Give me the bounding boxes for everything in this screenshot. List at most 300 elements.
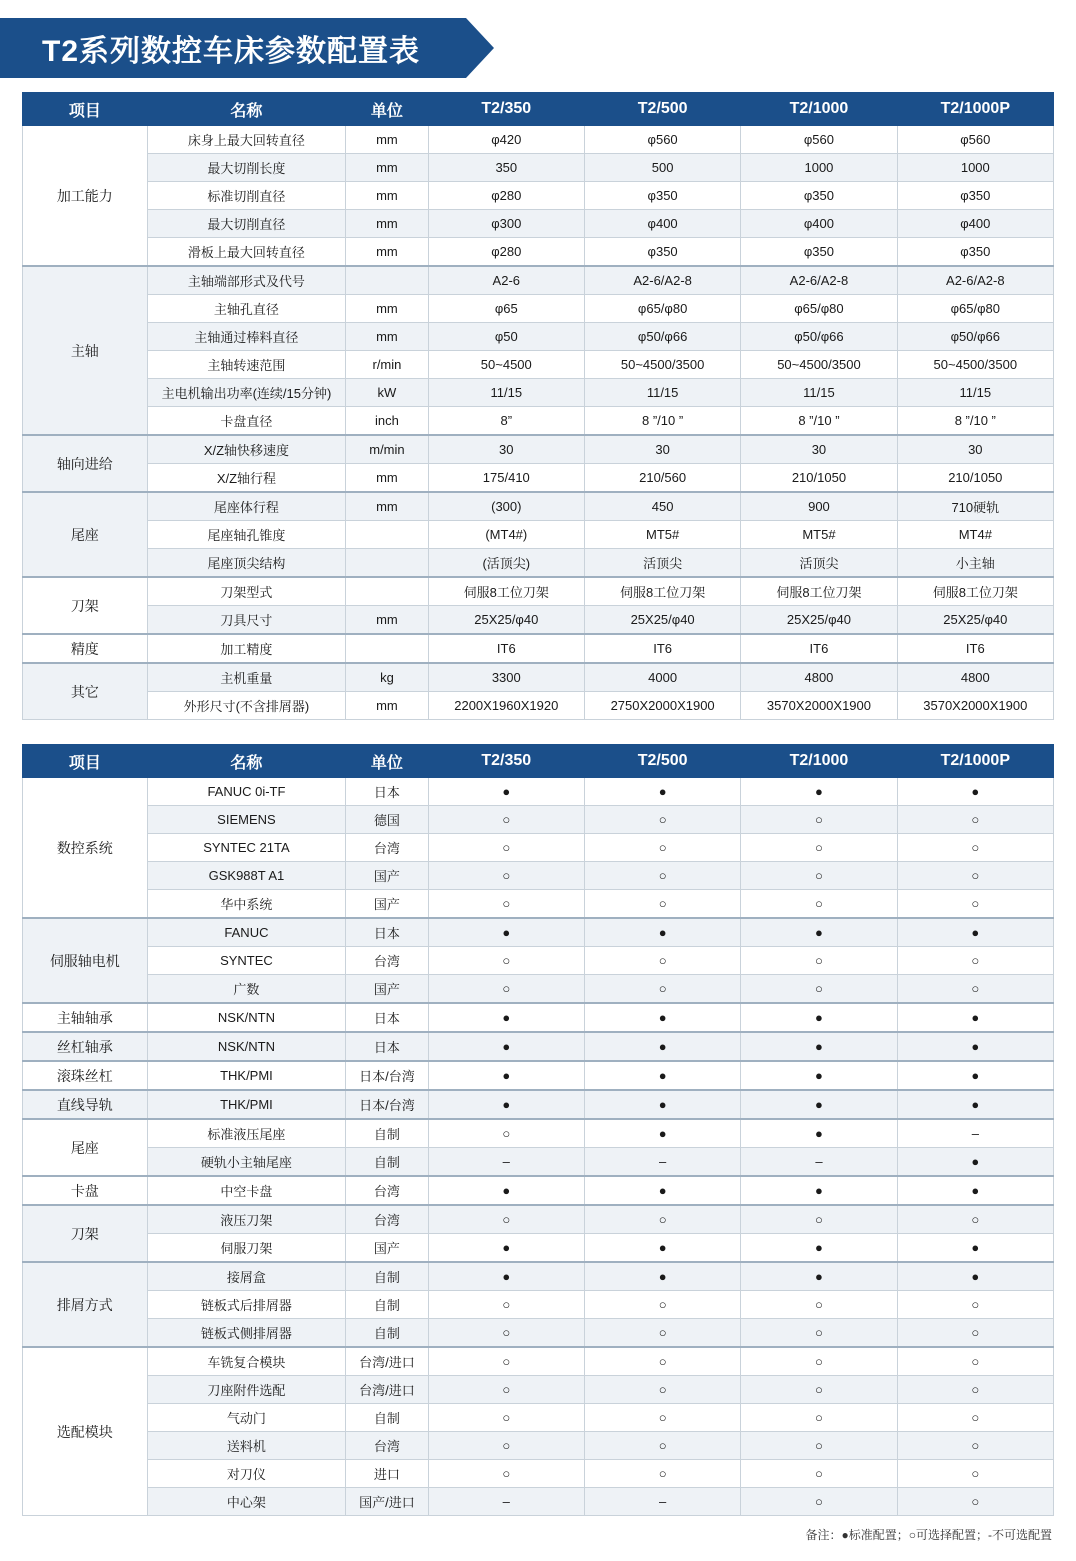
row-name: 刀架型式: [147, 577, 346, 606]
group-label: 轴向进给: [23, 435, 148, 492]
cell-model-3: 210/1050: [897, 464, 1053, 493]
cell-model-2: –: [741, 1148, 897, 1177]
row-name: 主轴孔直径: [147, 295, 346, 323]
table-row: [23, 1003, 1054, 1032]
cell-model-0: 350: [428, 154, 584, 182]
cell-model-0: ●: [428, 1262, 584, 1291]
cell-model-0: ○: [428, 947, 584, 975]
table-row: [23, 1488, 1054, 1516]
row-name: 主机重量: [147, 663, 346, 692]
row-unit: [346, 577, 428, 606]
table-row: [23, 154, 1054, 182]
cell-model-3: φ65/φ80: [897, 295, 1053, 323]
cell-model-3: 25X25/φ40: [897, 606, 1053, 635]
column-header-2: 单位: [346, 93, 428, 126]
cell-model-1: ●: [584, 1061, 740, 1090]
cell-model-2: MT5#: [741, 521, 897, 549]
cell-model-1: 4000: [584, 663, 740, 692]
row-unit: 自制: [346, 1291, 428, 1319]
row-name: 主电机输出功率(连续/15分钟): [147, 379, 346, 407]
group-label: 主轴: [23, 266, 148, 435]
table-row: [23, 692, 1054, 720]
row-name: 标准液压尾座: [147, 1119, 346, 1148]
row-unit: inch: [346, 407, 428, 436]
table-row: [23, 266, 1054, 295]
cell-model-2: ○: [741, 1432, 897, 1460]
row-unit: [346, 549, 428, 578]
table-row: [23, 1119, 1054, 1148]
cell-model-3: ○: [897, 975, 1053, 1004]
row-unit: 自制: [346, 1262, 428, 1291]
table-gap: [0, 720, 1076, 744]
cell-model-3: 8 ”/10 ”: [897, 407, 1053, 436]
table-row: [23, 1234, 1054, 1263]
cell-model-2: ○: [741, 1205, 897, 1234]
cell-model-0: ●: [428, 778, 584, 806]
table-row: [23, 126, 1054, 154]
cell-model-1: φ50/φ66: [584, 323, 740, 351]
cell-model-2: 900: [741, 492, 897, 521]
cell-model-3: 伺服8工位刀架: [897, 577, 1053, 606]
row-name: 中空卡盘: [147, 1176, 346, 1205]
column-header-2: 单位: [346, 745, 428, 778]
row-name: 刀座附件选配: [147, 1376, 346, 1404]
cell-model-3: IT6: [897, 634, 1053, 663]
row-name: SYNTEC 21TA: [147, 834, 346, 862]
configuration-options-table: [22, 744, 1054, 1516]
cell-model-1: ●: [584, 918, 740, 947]
table-row: [23, 890, 1054, 919]
cell-model-0: ●: [428, 918, 584, 947]
cell-model-2: ●: [741, 1061, 897, 1090]
row-name: 尾座轴孔锥度: [147, 521, 346, 549]
cell-model-2: 伺服8工位刀架: [741, 577, 897, 606]
cell-model-1: 11/15: [584, 379, 740, 407]
group-label: 选配模块: [23, 1347, 148, 1516]
table1-body: [23, 126, 1054, 720]
row-name: 伺服刀架: [147, 1234, 346, 1263]
cell-model-3: ○: [897, 1205, 1053, 1234]
row-unit: 台湾/进口: [346, 1376, 428, 1404]
cell-model-3: ○: [897, 1319, 1053, 1348]
cell-model-0: ○: [428, 1404, 584, 1432]
row-unit: kg: [346, 663, 428, 692]
row-name: 主轴端部形式及代号: [147, 266, 346, 295]
cell-model-0: ○: [428, 1119, 584, 1148]
group-label: 精度: [23, 634, 148, 663]
row-name: 送料机: [147, 1432, 346, 1460]
table-row: [23, 806, 1054, 834]
cell-model-3: ●: [897, 1262, 1053, 1291]
row-name: 最大切削长度: [147, 154, 346, 182]
cell-model-0: ○: [428, 1460, 584, 1488]
cell-model-3: 4800: [897, 663, 1053, 692]
row-name: FANUC 0i-TF: [147, 778, 346, 806]
row-name: 车铣复合模块: [147, 1347, 346, 1376]
column-header-1: 名称: [147, 745, 346, 778]
cell-model-0: 11/15: [428, 379, 584, 407]
cell-model-1: 500: [584, 154, 740, 182]
cell-model-0: ○: [428, 862, 584, 890]
cell-model-0: (300): [428, 492, 584, 521]
row-unit: 日本: [346, 778, 428, 806]
cell-model-0: 175/410: [428, 464, 584, 493]
cell-model-3: ○: [897, 890, 1053, 919]
cell-model-0: φ300: [428, 210, 584, 238]
cell-model-2: ●: [741, 1234, 897, 1263]
row-name: 广数: [147, 975, 346, 1004]
row-unit: mm: [346, 492, 428, 521]
row-name: 硬轨小主轴尾座: [147, 1148, 346, 1177]
cell-model-2: ○: [741, 890, 897, 919]
column-header-0: 项目: [23, 745, 148, 778]
table-row: [23, 606, 1054, 635]
cell-model-1: φ65/φ80: [584, 295, 740, 323]
table-row: [23, 918, 1054, 947]
row-unit: 国产: [346, 890, 428, 919]
table-row: [23, 1205, 1054, 1234]
row-unit: mm: [346, 692, 428, 720]
cell-model-1: ○: [584, 1460, 740, 1488]
cell-model-0: φ50: [428, 323, 584, 351]
row-unit: 自制: [346, 1148, 428, 1177]
table-row: [23, 351, 1054, 379]
cell-model-2: ●: [741, 1176, 897, 1205]
cell-model-1: –: [584, 1148, 740, 1177]
cell-model-3: 11/15: [897, 379, 1053, 407]
cell-model-1: 50~4500/3500: [584, 351, 740, 379]
row-name: X/Z轴行程: [147, 464, 346, 493]
cell-model-0: ○: [428, 1291, 584, 1319]
cell-model-2: ●: [741, 918, 897, 947]
cell-model-0: –: [428, 1148, 584, 1177]
row-unit: 台湾: [346, 1176, 428, 1205]
row-unit: [346, 521, 428, 549]
table-row: [23, 1090, 1054, 1119]
cell-model-3: A2-6/A2-8: [897, 266, 1053, 295]
row-name: 加工精度: [147, 634, 346, 663]
cell-model-2: 30: [741, 435, 897, 464]
cell-model-2: φ50/φ66: [741, 323, 897, 351]
cell-model-2: ●: [741, 1090, 897, 1119]
row-unit: 日本: [346, 1032, 428, 1061]
table-row: [23, 862, 1054, 890]
row-name: THK/PMI: [147, 1090, 346, 1119]
row-name: 刀具尺寸: [147, 606, 346, 635]
column-header-5: T2/1000: [741, 93, 897, 126]
cell-model-1: ○: [584, 947, 740, 975]
cell-model-3: ○: [897, 1291, 1053, 1319]
cell-model-2: 活顶尖: [741, 549, 897, 578]
cell-model-3: ○: [897, 1432, 1053, 1460]
group-label: 排屑方式: [23, 1262, 148, 1347]
cell-model-2: ●: [741, 778, 897, 806]
cell-model-0: 50~4500: [428, 351, 584, 379]
cell-model-1: ●: [584, 1003, 740, 1032]
row-name: 华中系统: [147, 890, 346, 919]
table-row: [23, 834, 1054, 862]
row-unit: kW: [346, 379, 428, 407]
title-banner: [0, 18, 466, 78]
cell-model-1: ○: [584, 1347, 740, 1376]
row-name: 床身上最大回转直径: [147, 126, 346, 154]
cell-model-2: ○: [741, 1488, 897, 1516]
cell-model-0: ○: [428, 1347, 584, 1376]
group-label: 直线导轨: [23, 1090, 148, 1119]
cell-model-0: ○: [428, 1319, 584, 1348]
cell-model-2: ●: [741, 1032, 897, 1061]
row-name: SYNTEC: [147, 947, 346, 975]
cell-model-0: ●: [428, 1032, 584, 1061]
cell-model-3: 30: [897, 435, 1053, 464]
cell-model-1: –: [584, 1488, 740, 1516]
title-banner-wrap: [0, 0, 1076, 92]
cell-model-0: ○: [428, 1376, 584, 1404]
cell-model-2: ○: [741, 1460, 897, 1488]
cell-model-1: ●: [584, 1234, 740, 1263]
row-name: 标准切削直径: [147, 182, 346, 210]
cell-model-0: IT6: [428, 634, 584, 663]
cell-model-2: 210/1050: [741, 464, 897, 493]
group-label: 尾座: [23, 492, 148, 577]
cell-model-1: φ350: [584, 182, 740, 210]
cell-model-0: ●: [428, 1061, 584, 1090]
cell-model-0: ○: [428, 1432, 584, 1460]
cell-model-1: ●: [584, 1262, 740, 1291]
row-unit: 台湾/进口: [346, 1347, 428, 1376]
group-label: 加工能力: [23, 126, 148, 267]
cell-model-0: ●: [428, 1090, 584, 1119]
cell-model-2: ●: [741, 1003, 897, 1032]
group-label: 尾座: [23, 1119, 148, 1176]
cell-model-0: (MT4#): [428, 521, 584, 549]
table-row: [23, 1176, 1054, 1205]
cell-model-2: A2-6/A2-8: [741, 266, 897, 295]
table-row: [23, 634, 1054, 663]
row-name: X/Z轴快移速度: [147, 435, 346, 464]
cell-model-1: ●: [584, 1090, 740, 1119]
row-unit: m/min: [346, 435, 428, 464]
cell-model-1: ○: [584, 834, 740, 862]
cell-model-0: ●: [428, 1176, 584, 1205]
table-row: [23, 975, 1054, 1004]
cell-model-3: 710硬轨: [897, 492, 1053, 521]
cell-model-1: MT5#: [584, 521, 740, 549]
cell-model-3: 50~4500/3500: [897, 351, 1053, 379]
cell-model-3: ○: [897, 1404, 1053, 1432]
cell-model-1: 活顶尖: [584, 549, 740, 578]
table-row: [23, 407, 1054, 436]
cell-model-0: 30: [428, 435, 584, 464]
row-unit: 台湾: [346, 947, 428, 975]
cell-model-0: 3300: [428, 663, 584, 692]
column-header-3: T2/350: [428, 745, 584, 778]
cell-model-3: MT4#: [897, 521, 1053, 549]
row-name: GSK988T A1: [147, 862, 346, 890]
cell-model-2: φ350: [741, 238, 897, 267]
row-name: THK/PMI: [147, 1061, 346, 1090]
group-label: 刀架: [23, 577, 148, 634]
cell-model-3: ○: [897, 806, 1053, 834]
table-row: [23, 295, 1054, 323]
cell-model-0: ○: [428, 890, 584, 919]
cell-model-3: φ560: [897, 126, 1053, 154]
cell-model-3: ○: [897, 834, 1053, 862]
cell-model-2: ○: [741, 1376, 897, 1404]
cell-model-2: ●: [741, 1262, 897, 1291]
cell-model-1: ○: [584, 1376, 740, 1404]
row-unit: 日本/台湾: [346, 1090, 428, 1119]
cell-model-2: ○: [741, 1319, 897, 1348]
cell-model-0: ○: [428, 834, 584, 862]
column-header-4: T2/500: [584, 745, 740, 778]
group-label: 主轴轴承: [23, 1003, 148, 1032]
table-row: [23, 492, 1054, 521]
row-unit: 台湾: [346, 1205, 428, 1234]
row-unit: [346, 634, 428, 663]
cell-model-1: ●: [584, 778, 740, 806]
cell-model-3: 小主轴: [897, 549, 1053, 578]
row-name: 滑板上最大回转直径: [147, 238, 346, 267]
cell-model-2: 25X25/φ40: [741, 606, 897, 635]
group-label: 刀架: [23, 1205, 148, 1262]
row-unit: mm: [346, 210, 428, 238]
cell-model-2: ○: [741, 1291, 897, 1319]
table-row: [23, 663, 1054, 692]
group-label: 丝杠轴承: [23, 1032, 148, 1061]
cell-model-2: IT6: [741, 634, 897, 663]
row-unit: 台湾: [346, 1432, 428, 1460]
row-unit: mm: [346, 464, 428, 493]
cell-model-0: (活顶尖): [428, 549, 584, 578]
row-unit: mm: [346, 238, 428, 267]
row-name: SIEMENS: [147, 806, 346, 834]
column-header-5: T2/1000: [741, 745, 897, 778]
row-unit: 日本/台湾: [346, 1061, 428, 1090]
cell-model-2: 3570X2000X1900: [741, 692, 897, 720]
cell-model-2: φ65/φ80: [741, 295, 897, 323]
cell-model-2: ○: [741, 862, 897, 890]
cell-model-2: ○: [741, 1347, 897, 1376]
cell-model-1: ○: [584, 806, 740, 834]
row-unit: 自制: [346, 1319, 428, 1348]
table-row: [23, 464, 1054, 493]
row-name: 主轴通过棒料直径: [147, 323, 346, 351]
row-unit: mm: [346, 606, 428, 635]
table2-body: [23, 778, 1054, 1516]
cell-model-2: 11/15: [741, 379, 897, 407]
cell-model-3: ●: [897, 1090, 1053, 1119]
cell-model-2: 50~4500/3500: [741, 351, 897, 379]
cell-model-0: 2200X1960X1920: [428, 692, 584, 720]
table1-header: [23, 93, 1054, 126]
row-name: 接屑盒: [147, 1262, 346, 1291]
cell-model-3: φ400: [897, 210, 1053, 238]
row-name: NSK/NTN: [147, 1032, 346, 1061]
cell-model-1: 8 ”/10 ”: [584, 407, 740, 436]
table-row: [23, 1032, 1054, 1061]
cell-model-1: 2750X2000X1900: [584, 692, 740, 720]
table-row: [23, 947, 1054, 975]
row-name: NSK/NTN: [147, 1003, 346, 1032]
cell-model-3: ●: [897, 1003, 1053, 1032]
table-row: [23, 379, 1054, 407]
cell-model-0: ○: [428, 975, 584, 1004]
cell-model-2: φ560: [741, 126, 897, 154]
cell-model-3: 1000: [897, 154, 1053, 182]
cell-model-3: ○: [897, 862, 1053, 890]
legend-note: 备注：●标准配置；○可选择配置；-不可选配置: [805, 1528, 1052, 1542]
cell-model-0: –: [428, 1488, 584, 1516]
cell-model-2: ○: [741, 1404, 897, 1432]
cell-model-0: φ420: [428, 126, 584, 154]
row-name: FANUC: [147, 918, 346, 947]
page-title: T2系列数控车床参数配置表: [42, 35, 421, 68]
table-row: [23, 1404, 1054, 1432]
row-unit: 国产/进口: [346, 1488, 428, 1516]
row-name: 尾座顶尖结构: [147, 549, 346, 578]
cell-model-1: ○: [584, 862, 740, 890]
cell-model-3: ○: [897, 1460, 1053, 1488]
table-row: [23, 521, 1054, 549]
cell-model-1: A2-6/A2-8: [584, 266, 740, 295]
machine-parameters-table: [22, 92, 1054, 720]
cell-model-1: φ560: [584, 126, 740, 154]
column-header-1: 名称: [147, 93, 346, 126]
table-row: [23, 1319, 1054, 1348]
table-row: [23, 577, 1054, 606]
table-row: [23, 1432, 1054, 1460]
cell-model-3: ●: [897, 1234, 1053, 1263]
cell-model-0: ●: [428, 1234, 584, 1263]
row-unit: mm: [346, 323, 428, 351]
cell-model-1: φ400: [584, 210, 740, 238]
group-label: 伺服轴电机: [23, 918, 148, 1003]
table-row: [23, 1148, 1054, 1177]
cell-model-2: 8 ”/10 ”: [741, 407, 897, 436]
row-unit: r/min: [346, 351, 428, 379]
cell-model-2: φ350: [741, 182, 897, 210]
group-label: 其它: [23, 663, 148, 720]
cell-model-1: ○: [584, 1205, 740, 1234]
row-unit: 日本: [346, 918, 428, 947]
row-name: 尾座体行程: [147, 492, 346, 521]
row-unit: mm: [346, 126, 428, 154]
cell-model-3: ○: [897, 947, 1053, 975]
row-name: 对刀仪: [147, 1460, 346, 1488]
cell-model-2: ○: [741, 834, 897, 862]
cell-model-0: 8”: [428, 407, 584, 436]
cell-model-1: 25X25/φ40: [584, 606, 740, 635]
cell-model-1: ○: [584, 1404, 740, 1432]
row-name: 中心架: [147, 1488, 346, 1516]
cell-model-0: φ280: [428, 238, 584, 267]
row-unit: 台湾: [346, 834, 428, 862]
cell-model-0: ○: [428, 806, 584, 834]
cell-model-3: ●: [897, 1176, 1053, 1205]
table-row: [23, 1291, 1054, 1319]
group-label: 数控系统: [23, 778, 148, 919]
cell-model-2: ●: [741, 1119, 897, 1148]
row-name: 气动门: [147, 1404, 346, 1432]
column-header-4: T2/500: [584, 93, 740, 126]
cell-model-3: ○: [897, 1347, 1053, 1376]
table2-header: [23, 745, 1054, 778]
row-unit: 自制: [346, 1119, 428, 1148]
row-name: 链板式后排屑器: [147, 1291, 346, 1319]
group-label: 卡盘: [23, 1176, 148, 1205]
cell-model-0: A2-6: [428, 266, 584, 295]
